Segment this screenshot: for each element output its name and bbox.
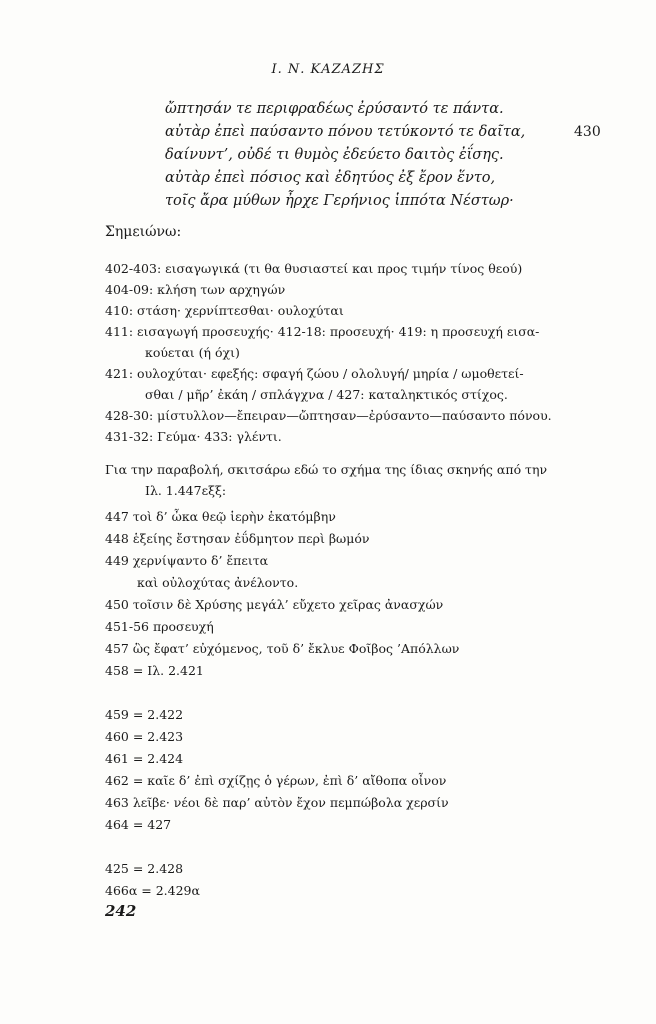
iliad-lines — [105, 506, 620, 902]
note-item-continuation: κούεται (ή όχι) — [145, 345, 240, 360]
iliad-line: καὶ οὐλοχύτας ἀνέλοντο. — [137, 575, 299, 590]
spacer — [105, 682, 620, 704]
note-item: 411: εισαγωγή προσευχής· 412-18: προσευχή· 419: η προσευχή εισα- — [105, 324, 540, 339]
comparison-line: Ιλ. 1.447εξξ: — [145, 483, 227, 498]
verse-line: δαίνυντ’, οὐδέ τι θυμὸς ἐδεύετο δαιτὸς ἐΐσης. — [165, 147, 504, 163]
note-item: 431-32: Γεύμα· 433: γλέντι. — [105, 429, 282, 444]
note-item: 402-403: εισαγωγικά (τι θα θυσιαστεί και προς τιμήν τίνος θεού) — [105, 261, 523, 276]
iliad-line: 448 ἑξείης ἔστησαν ἐΰδμητον περὶ βωμόν — [105, 531, 370, 546]
note-item: 410: στάση· χερνίπτεσθαι· ουλοχύται — [105, 303, 344, 318]
notes-list — [105, 258, 620, 447]
iliad-line: 462 = καῖε δ’ ἐπὶ σχίζῃς ὁ γέρων, ἐπὶ δ’ αἴθοπα οἶνον — [105, 773, 447, 788]
notes-label: Σημειώνω: — [105, 224, 182, 240]
iliad-line: 457 ὣς ἔφατ’ εὐχόμενος, τοῦ δ’ ἔκλυε Φοῖβος ’Απόλλων — [105, 641, 460, 656]
iliad-line: 458 = Ιλ. 2.421 — [105, 663, 204, 678]
verse-line: τοῖς ἄρα μύθων ἦρχε Γερήνιος ἱππότα Νέστωρ· — [165, 193, 514, 209]
verse-line: αὐτὰρ ἐπεὶ παύσαντο πόνου τετύκοντό τε δαῖτα, 430 — [165, 121, 625, 144]
iliad-line: 449 χερνίψαντο δ’ ἔπειτα — [105, 553, 269, 568]
note-item: 404-09: κλήση των αρχηγών — [105, 282, 286, 297]
note-item: 428-30: μίστυλλον—ἔπειραν—ὤπτησαν—ἐρύσαντο—παύσαντο πόνου. — [105, 408, 552, 423]
comparison-line: Για την παραβολή, σκιτσάρω εδώ το σχήμα της ίδιας σκηνής από την — [105, 462, 548, 477]
iliad-line: 463 λεῖβε· νέοι δὲ παρ’ αὐτὸν ἔχον πεμπώβολα χερσίν — [105, 795, 449, 810]
iliad-line: 459 = 2.422 — [105, 707, 184, 722]
iliad-line: 464 = 427 — [105, 817, 172, 832]
verse-line: αὐτὰρ ἐπεὶ πόσιος καὶ ἐδητύος ἐξ ἔρον ἕντο, — [165, 170, 496, 186]
running-header: Ι. Ν. ΚΑΖΑΖΗΣ — [271, 62, 385, 77]
iliad-line: 461 = 2.424 — [105, 751, 184, 766]
comparison-paragraph — [105, 459, 620, 501]
iliad-line: 466α = 2.429α — [105, 883, 200, 898]
note-item: 421: ουλοχύται· εφεξής: σφαγή ζώου / ολολυγή/ μηρία / ωμοθετεί- — [105, 366, 524, 381]
iliad-line: 460 = 2.423 — [105, 729, 184, 744]
verse-line-number: 430 — [574, 124, 601, 140]
verse-line: ὤπτησάν τε περιφραδέως ἐρύσαντό τε πάντα. — [165, 101, 504, 117]
iliad-line: 451-56 προσευχή — [105, 619, 214, 634]
iliad-line: 425 = 2.428 — [105, 861, 184, 876]
note-item-continuation: σθαι / μῆρ’ ἐκάη / σπλάγχνα / 427: καταληκτικός στίχος. — [145, 387, 508, 402]
page-number: 242 — [105, 902, 137, 920]
iliad-line: 450 τοῖσιν δὲ Χρύσης μεγάλ’ εὔχετο χεῖρας ἀνασχών — [105, 597, 444, 612]
verse-block — [165, 98, 625, 213]
iliad-line: 447 τοὶ δ’ ὦκα θεῷ ἱερὴν ἑκατόμβην — [105, 509, 336, 524]
spacer — [105, 836, 620, 858]
